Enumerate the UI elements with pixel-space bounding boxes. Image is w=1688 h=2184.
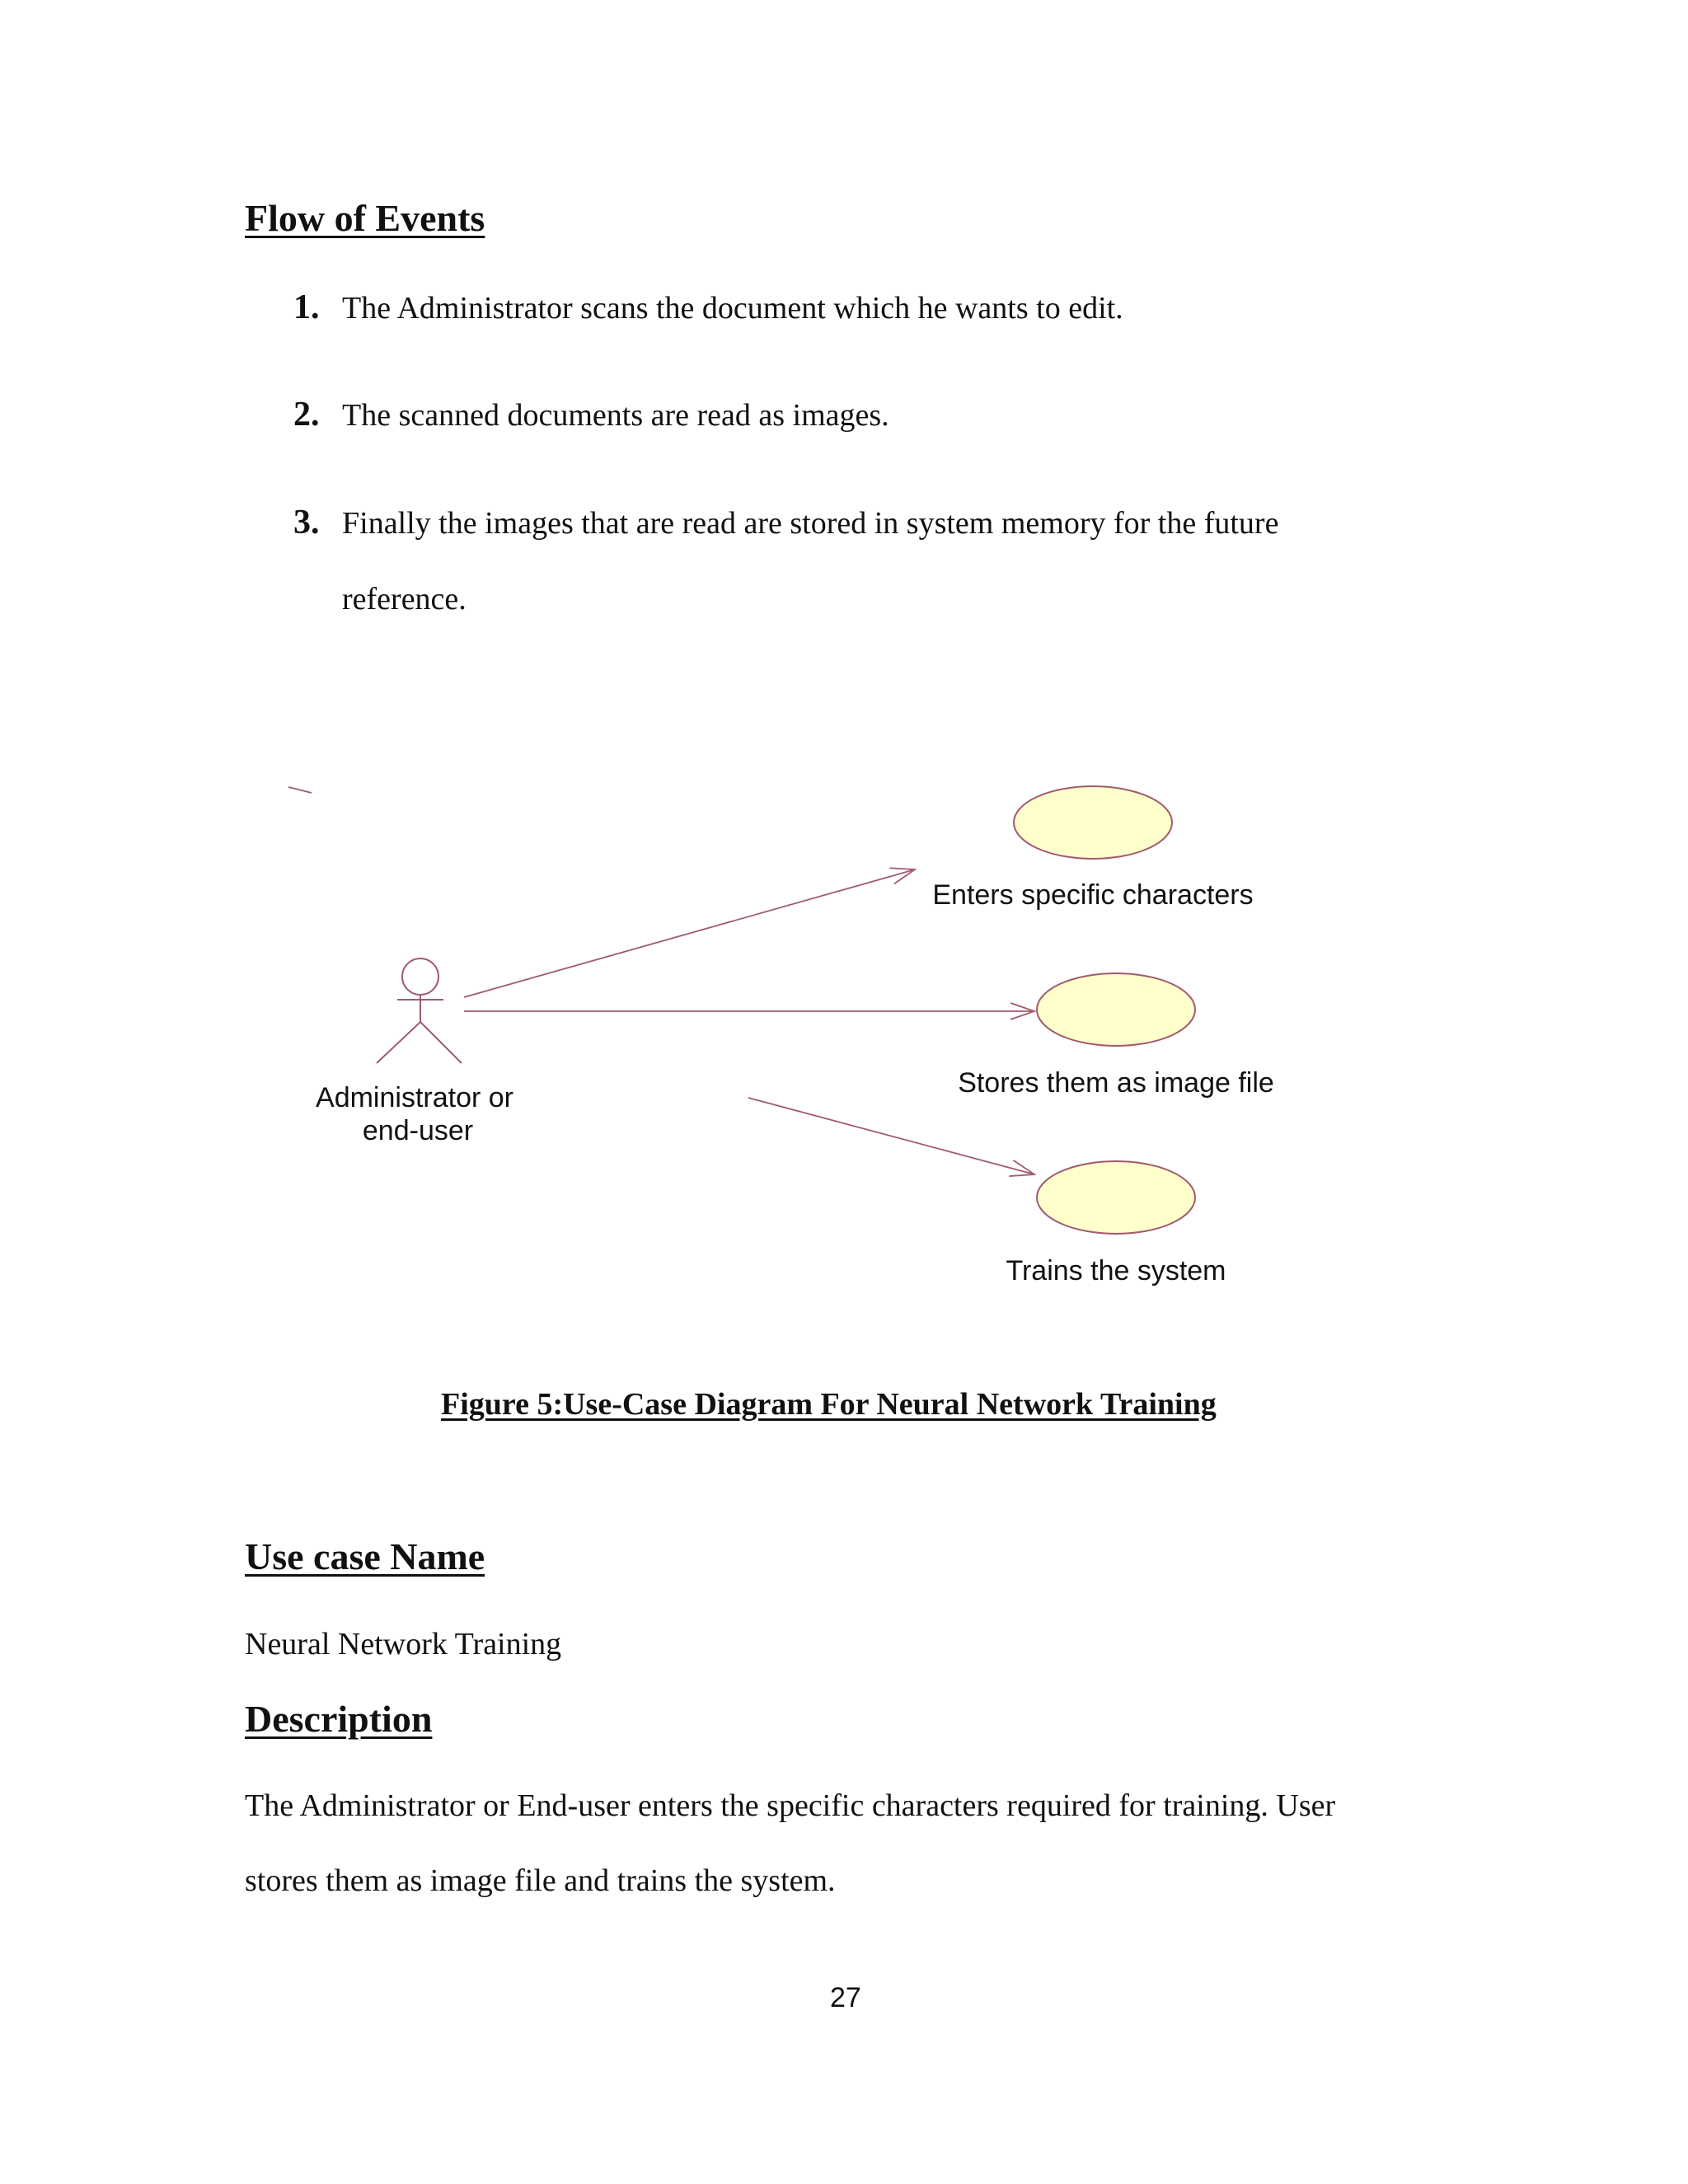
- description-text-line1: The Administrator or End-user enters the specific characters required for training. User: [245, 1788, 1336, 1823]
- page-number: 27: [830, 1982, 861, 2013]
- use-case-ellipse-stores: [1037, 973, 1195, 1046]
- actor-left-leg: [377, 1022, 420, 1063]
- use-case-label: Trains the system: [1006, 1255, 1226, 1286]
- list-item: The Administrator scans the document which he wants to edit.: [342, 291, 1123, 326]
- use-case-ellipse-enters: [1014, 786, 1172, 859]
- actor-head: [402, 958, 438, 995]
- actor-label-line2: end-user: [362, 1115, 474, 1146]
- use-case-name-heading: Use case Name: [245, 1535, 485, 1577]
- figure-caption: Figure 5:Use-Case Diagram For Neural Network Training: [441, 1387, 1217, 1422]
- association-arrow-enters: [464, 869, 915, 997]
- list-item-number: 3.: [293, 504, 320, 541]
- use-case-name-value: Neural Network Training: [245, 1627, 562, 1661]
- description-text-line2: stores them as image file and trains the system.: [245, 1863, 836, 1898]
- list-item-continuation: reference.: [342, 582, 467, 616]
- use-case-ellipse-trains: [1037, 1161, 1195, 1234]
- use-case-label: Stores them as image file: [958, 1067, 1274, 1099]
- actor-right-leg: [420, 1022, 462, 1063]
- list-item: Finally the images that are read are stored in system memory for the future: [342, 506, 1279, 541]
- description-heading: Description: [245, 1698, 433, 1740]
- use-case-label: Enters specific characters: [932, 879, 1254, 911]
- list-item-number: 2.: [293, 396, 320, 434]
- flow-of-events-heading: Flow of Events: [245, 197, 485, 239]
- list-item: The scanned documents are read as images.: [342, 398, 889, 433]
- actor-figure: [377, 958, 462, 1063]
- list-item-number: 1.: [293, 288, 320, 326]
- actor-label-line1: Administrator or: [316, 1082, 513, 1113]
- stray-mark: [288, 787, 312, 793]
- association-arrow-trains: [748, 1098, 1034, 1174]
